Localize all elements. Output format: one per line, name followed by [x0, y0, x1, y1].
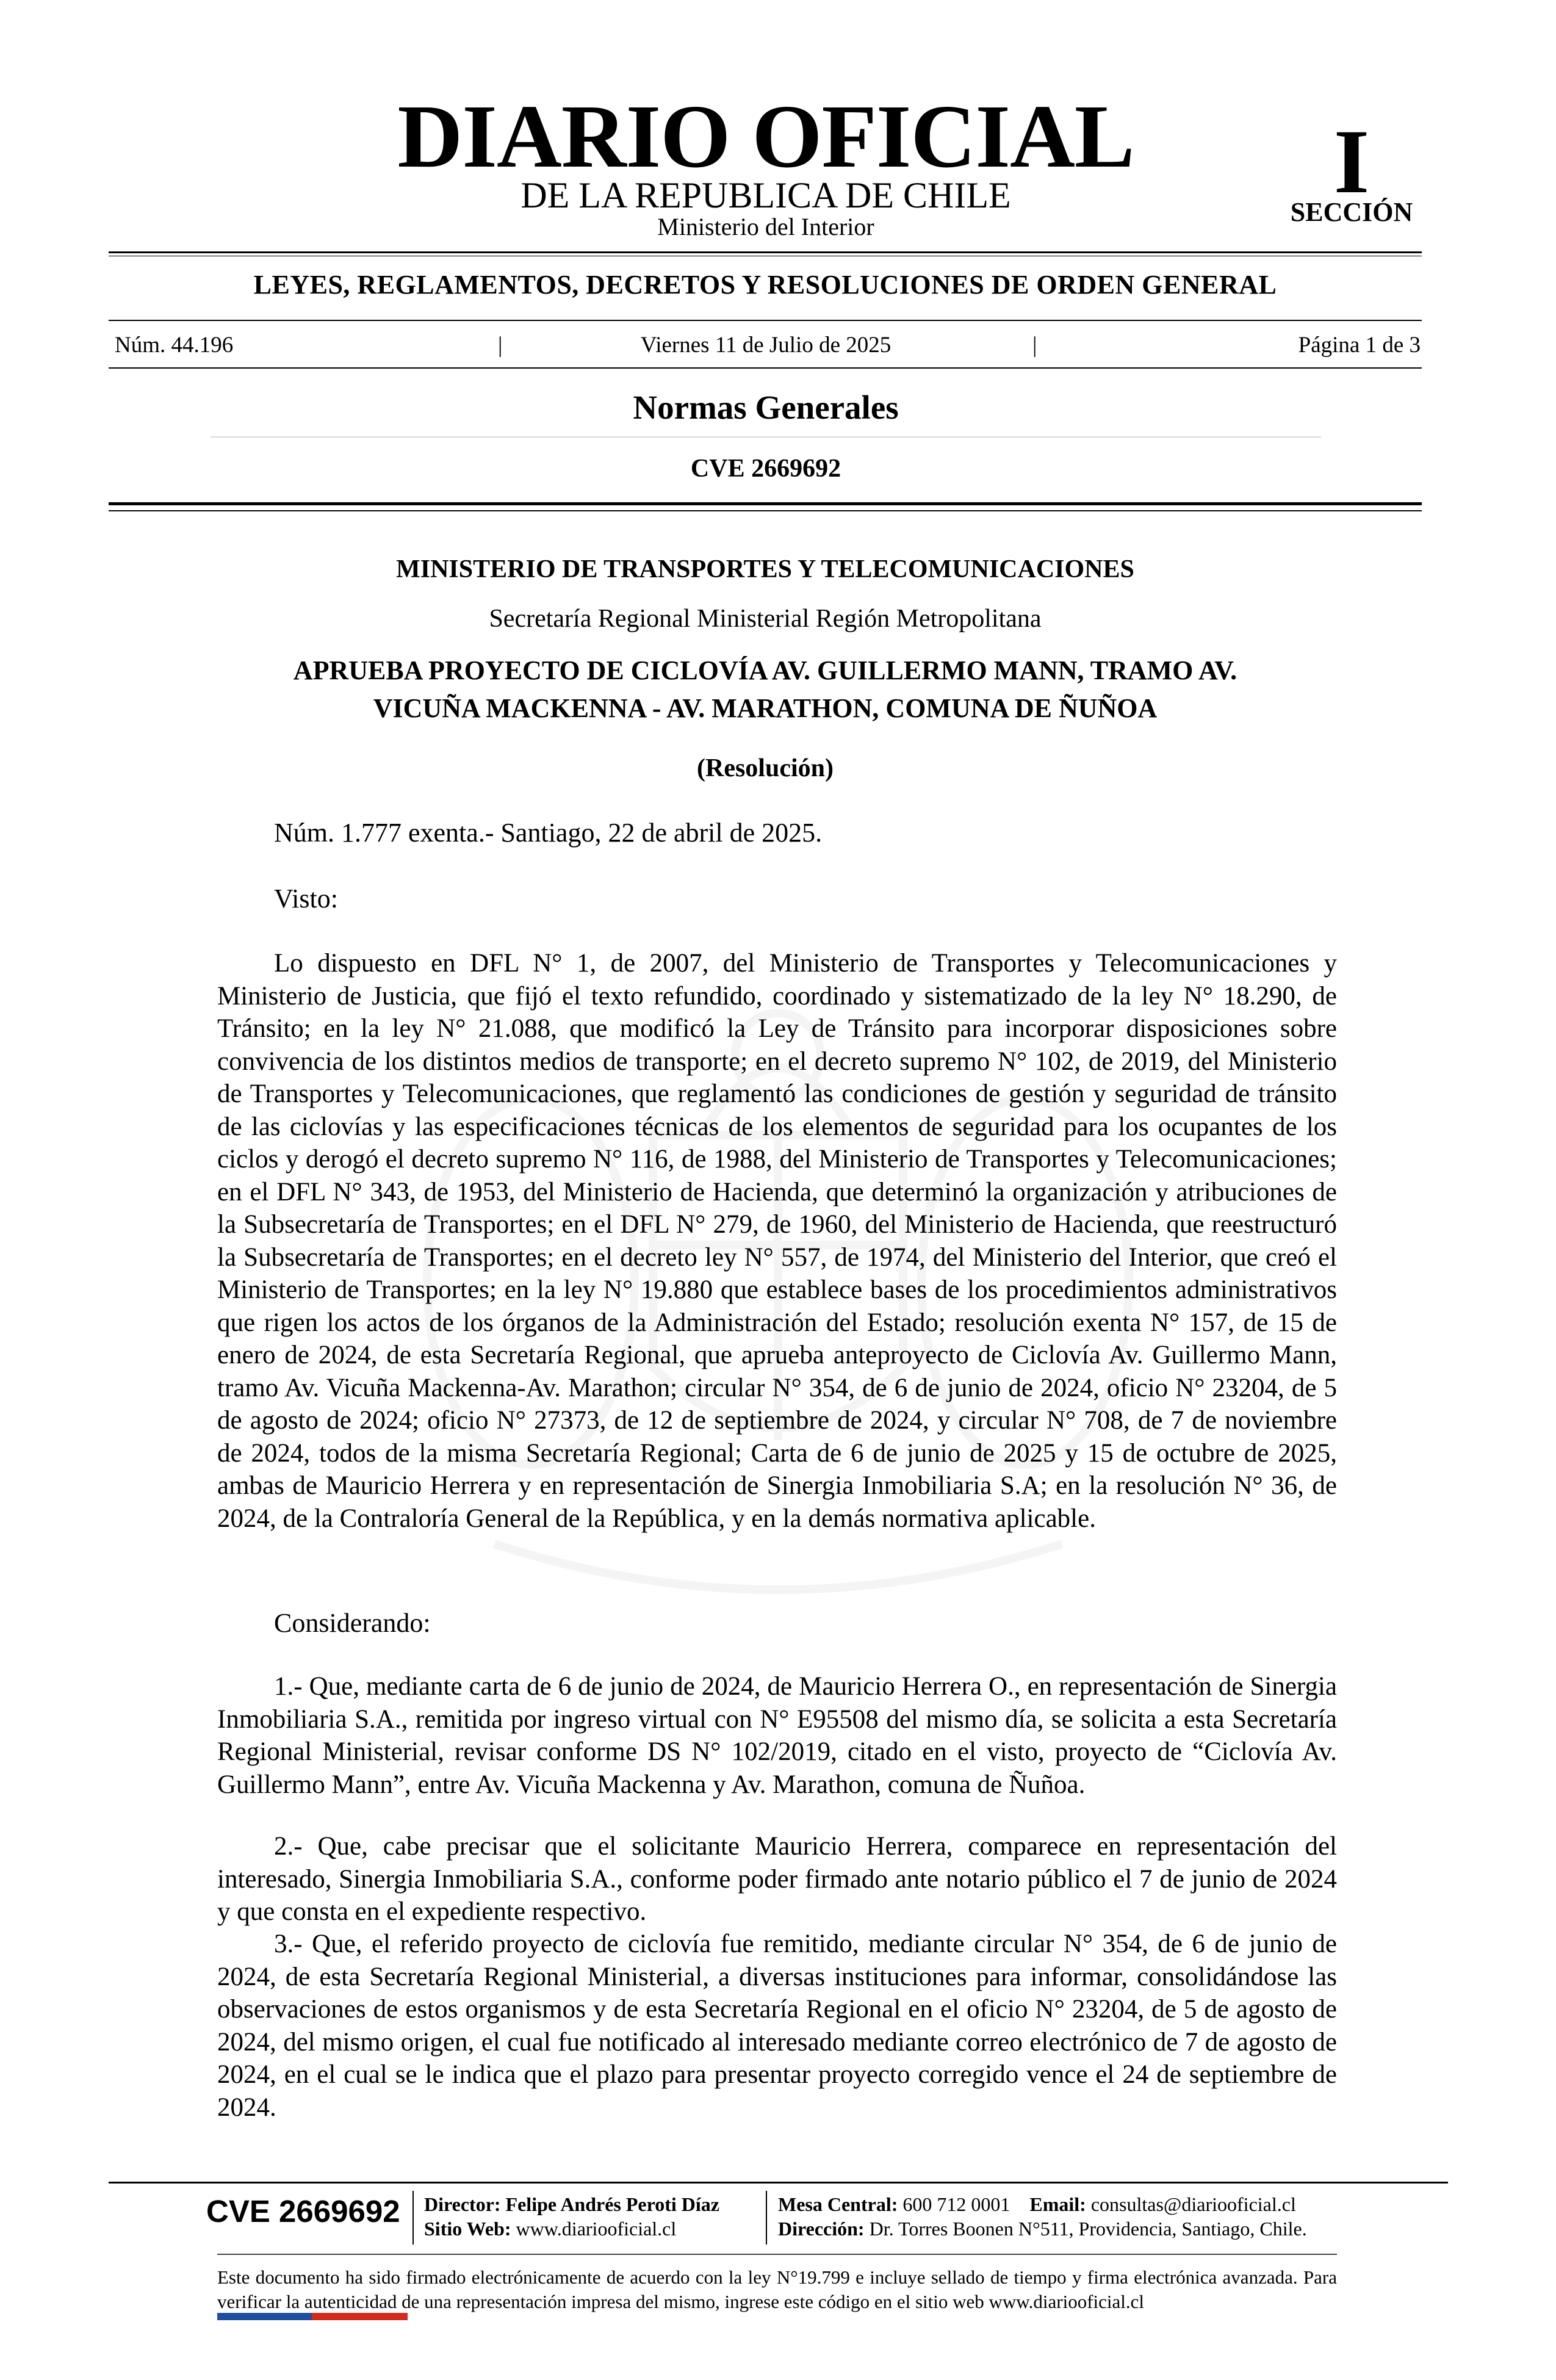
address-label: Dirección: — [778, 2218, 865, 2240]
phone-value: 600 712 0001 — [902, 2193, 1010, 2215]
visto-paragraph: Lo dispuesto en DFL N° 1, de 2007, del Ministerio de Transportes y Telecomunicaciones y Ministerio de Justicia, que fijó el texto refundido, coordinado y sistematizado de la ley N° 18.290, de Tránsito; en la ley N° 21.088, que modificó la Ley de Tránsito para incorporar disposiciones sobre convivencia de los distintos medios de transporte; en el decreto supremo N° 102, de 2019, del Ministerio de Transportes y Telecomunicaciones, que reglamentó las condiciones de gestión y seguridad de tránsito de las ciclovías y las especificaciones técnicas de los elementos de seguridad para los ocupantes de los ciclos y derogó el decreto supremo N° 116, de 1988, del Ministerio de Transportes y Telecomunicaciones; en el DFL N° 343, de 1953, del Ministerio de Hacienda, que determinó la organización y atribuciones de la Subsecretaría de Transportes; en el DFL N° 279, de 1960, del Ministerio de Hacienda, que reestructuró la Subsecretaría de Transportes; en el decreto ley N° 557, de 1974, del Ministerio del Interior, que creó el Ministerio de Transportes; en la ley N° 19.880 que establece bases de los procedimientos administrativos que rigen los actos de los órganos de la Administración del Estado; resolución exenta N° 157, de 15 de enero de 2024, de esta Secretaría Regional, que aprueba anteproyecto de Ciclovía Av. Guillermo Mann, tramo Av. Vicuña Mackenna-Av. Marathon; circular N° 354, de 6 de junio de 2024, oficio N° 23204, de 5 de agosto de 2024; oficio N° 27373, de 12 de septiembre de 2024, y circular N° 708, de 7 de noviembre de 2024, todos de la misma Secretaría Regional; Carta de 6 de junio de 2025 y 15 de octubre de 2025, ambas de Mauricio Herrera y en representación de Sinergia Inmobiliaria S.A; en la resolución N° 36, de 2024, de la Contraloría General de la República, y en la demás normativa aplicable. — [217, 949, 1337, 1533]
norm-double-rule-thin — [109, 510, 1422, 511]
resolution-number: Núm. 1.777 exenta.- Santiago, 22 de abril de 2025. — [274, 818, 823, 848]
norm-double-rule — [109, 502, 1422, 505]
website-link[interactable]: www.diariooficial.cl — [516, 2218, 677, 2240]
footer-separator — [766, 2191, 767, 2245]
issue-number: Núm. 44.196 — [115, 333, 234, 358]
phone-label: Mesa Central: — [778, 2193, 898, 2215]
newspaper-title: DIARIO OFICIAL — [397, 87, 1134, 187]
category-heading: LEYES, REGLAMENTOS, DECRETOS Y RESOLUCIONES DE ORDEN GENERAL — [253, 270, 1277, 300]
info-separator: | — [498, 333, 503, 358]
director-label: Director: — [424, 2193, 501, 2215]
considerando-paragraph: 1.- Que, mediante carta de 6 de junio de 2024, de Mauricio Herrera O., en representación de Sinergia Inmobiliaria S.A., remitida por ingreso virtual con N° E95508 del mismo día, se solicita a esta Secretaría Regional Ministerial, revisar conforme DS N° 102/2019, citado en el visto, proyecto de “Ciclovía Av. Guillermo Mann”, entre Av. Vicuña Mackenna y Av. Marathon, comuna de Ñuñoa. — [217, 1672, 1337, 1799]
address-value: Dr. Torres Boonen N°511, Providencia, Santiago, Chile. — [869, 2218, 1307, 2240]
publisher-ministry: Ministerio del Interior — [657, 213, 874, 240]
document-kind: (Resolución) — [697, 754, 834, 782]
info-separator: | — [1032, 333, 1037, 358]
info-divider — [109, 367, 1422, 369]
footer-cve-code: CVE 2669692 — [206, 2194, 400, 2229]
document-title-line: VICUÑA MACKENNA - AV. MARATHON, COMUNA DE ÑUÑOA — [373, 693, 1158, 723]
footer-director-column — [424, 2192, 719, 2241]
section-number: I — [1333, 111, 1370, 212]
email-label: Email: — [1029, 2193, 1086, 2215]
issuing-ministry: MINISTERIO DE TRANSPORTES Y TELECOMUNICACIONES — [396, 555, 1134, 583]
norm-divider — [211, 436, 1321, 438]
visto-label: Visto: — [274, 884, 338, 914]
considerando-paragraph: 2.- Que, cabe precisar que el solicitante Mauricio Herrera, comparece en representación del interesado, Sinergia Inmobiliaria S.A., conforme poder firmado ante notario público el 7 de junio de 2024 y que consta en el expediente respectivo. — [217, 1832, 1337, 1926]
newspaper-subtitle: DE LA REPUBLICA DE CHILE — [520, 175, 1011, 215]
electronic-signature-note: Este documento ha sido firmado electrónicamente de acuerdo con la ley N°19.799 e incluye sellado de tiempo y firma electrónica avanzada. Para verificar la autenticidad de una representación impresa del mismo, ingrese este código en el sitio web www.diariooficial.cl — [217, 2266, 1337, 2312]
issue-date: Viernes 11 de Julio de 2025 — [640, 333, 891, 358]
footer-note-divider — [217, 2254, 1337, 2255]
considerando-paragraph: 3.- Que, el referido proyecto de ciclovía fue remitido, mediante circular N° 354, de 6 de junio de 2024, de esta Secretaría Regional Ministerial, a diversas instituciones para informar, consolidándose las observaciones de estos organismos y de esta Secretaría Regional en el oficio N° 23204, de 5 de agosto de 2024, del mismo origen, el cual fue notificado al interesado mediante correo electrónico de 7 de agosto de 2024, en el cual se le indica que el plazo para presentar proyecto corregido vence el 24 de septiembre de 2024. — [217, 1930, 1337, 2122]
page-indicator: Página 1 de 3 — [1298, 333, 1421, 358]
flag-stripe-red — [312, 2313, 408, 2320]
footer-divider — [109, 2182, 1448, 2183]
document-title — [109, 652, 1422, 727]
norm-category-title: Normas Generales — [633, 389, 899, 426]
email-link[interactable]: consultas@diariooficial.cl — [1090, 2193, 1296, 2215]
category-divider — [109, 320, 1422, 321]
director-name: Felipe Andrés Peroti Díaz — [505, 2193, 719, 2215]
document-title-line: APRUEBA PROYECTO DE CICLOVÍA AV. GUILLERMO MANN, TRAMO AV. — [293, 655, 1237, 685]
footer-contact-column — [778, 2192, 1307, 2241]
footer-separator — [412, 2191, 414, 2245]
masthead-divider — [109, 251, 1422, 253]
cve-code: CVE 2669692 — [690, 455, 841, 483]
website-label: Sitio Web: — [424, 2218, 511, 2240]
flag-stripe-blue — [217, 2313, 312, 2320]
considerando-label: Considerando: — [274, 1608, 431, 1638]
section-label: SECCIÓN — [1290, 197, 1413, 227]
issuing-office: Secretaría Regional Ministerial Región Metropolitana — [489, 605, 1042, 633]
